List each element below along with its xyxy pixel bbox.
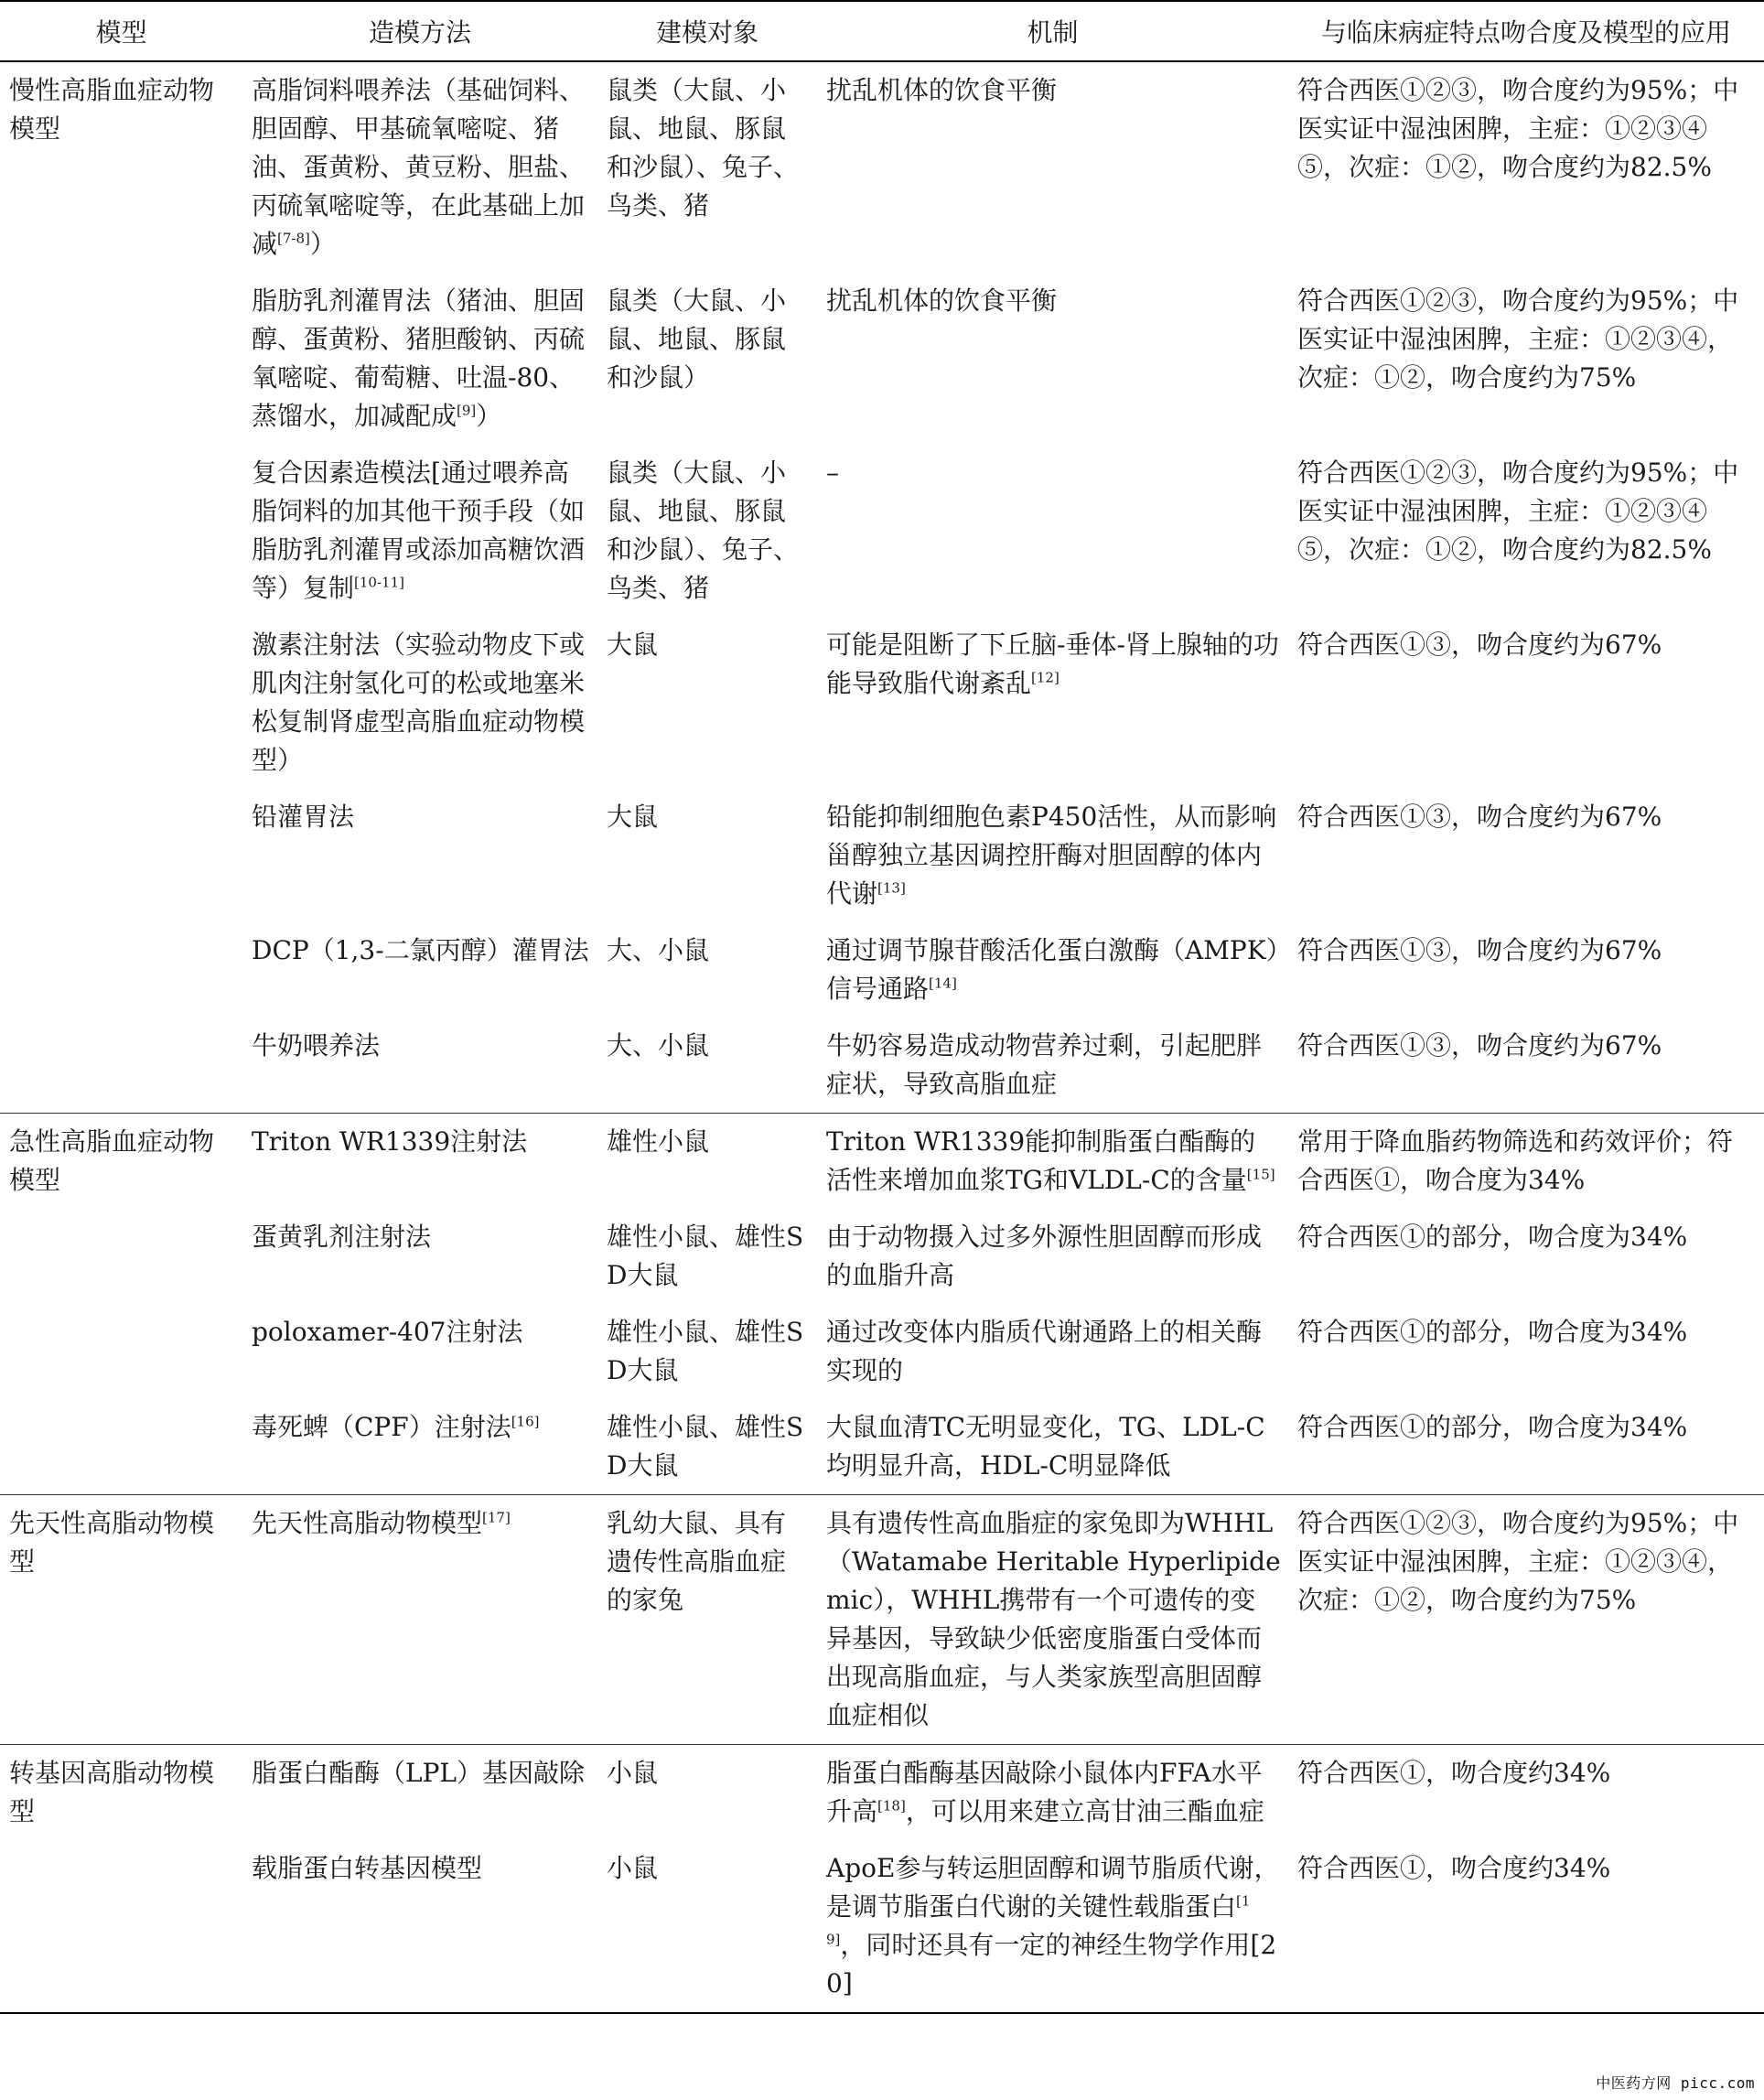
subject-cell: 小鼠 xyxy=(607,1758,659,1788)
method-cell xyxy=(242,617,597,789)
header-method: 造模方法 xyxy=(368,17,471,48)
mechanism-cell-text: 大鼠血清TC无明显变化，TG、LDL-C均明显升高，HDL-C明显降低 xyxy=(826,1412,1265,1481)
mechanism-cell-tail: ，可以用来建立高甘油三酯血症 xyxy=(905,1796,1264,1826)
method-cell xyxy=(242,1114,597,1210)
model-cell: 慢性高脂血症动物模型 xyxy=(9,75,215,144)
model-group xyxy=(0,61,1764,1114)
citation-ref: [16] xyxy=(511,1413,540,1430)
mechanism-cell-text: 扰乱机体的饮食平衡 xyxy=(826,75,1058,105)
method-cell-text: 载脂蛋白转基因模型 xyxy=(252,1853,483,1883)
model-group xyxy=(0,1495,1764,1745)
mechanism-cell-text: 扰乱机体的饮食平衡 xyxy=(826,285,1058,316)
mechanism-cell-text: – xyxy=(826,458,839,488)
mechanism-cell xyxy=(817,445,1288,617)
mechanism-cell xyxy=(817,1209,1288,1304)
citation-ref: [14] xyxy=(929,975,957,992)
citation-ref: [18] xyxy=(877,1797,906,1815)
table-row xyxy=(0,1114,1764,1210)
method-cell-text: 脂蛋白酯酶（LPL）基因敲除 xyxy=(252,1758,586,1788)
mechanism-cell xyxy=(817,922,1288,1018)
fit-cell: 符合西医①③，吻合度约为67% xyxy=(1297,630,1662,660)
mechanism-cell xyxy=(817,617,1288,789)
subject-cell: 雄性小鼠、雄性SD大鼠 xyxy=(607,1222,804,1290)
method-cell xyxy=(242,1840,597,2013)
method-cell-text: DCP（1,3-二氯丙醇）灌胃法 xyxy=(252,935,589,965)
model-cell: 先天性高脂动物模型 xyxy=(9,1508,215,1577)
model-group xyxy=(0,1114,1764,1495)
table-row xyxy=(0,1018,1764,1114)
mechanism-cell xyxy=(817,1745,1288,1841)
subject-cell: 鼠类（大鼠、小鼠、地鼠、豚鼠和沙鼠） xyxy=(607,285,787,393)
mechanism-cell-text: 通过调节腺苷酸活化蛋白激酶（AMPK）信号通路 xyxy=(826,935,1279,1004)
table-header xyxy=(0,1,1764,61)
fit-cell: 符合西医①②③，吻合度约为95%；中医实证中湿浊困脾，主症：①②③④，次症：①②，吻合度约为75% xyxy=(1297,285,1739,393)
fit-cell: 符合西医①的部分，吻合度为34% xyxy=(1297,1317,1688,1347)
mechanism-cell-text: 脂蛋白酯酶基因敲除小鼠体内FFA水平升高 xyxy=(826,1758,1263,1826)
method-cell xyxy=(242,922,597,1018)
mechanism-cell-text: 由于动物摄入过多外源性胆固醇而形成的血脂升高 xyxy=(826,1222,1263,1290)
fit-cell: 符合西医①，吻合度约34% xyxy=(1297,1853,1611,1883)
mechanism-cell-text: 通过改变体内脂质代谢通路上的相关酶实现的 xyxy=(826,1317,1263,1385)
method-cell-text: poloxamer-407注射法 xyxy=(252,1317,523,1347)
model-cell: 急性高脂血症动物模型 xyxy=(9,1126,215,1195)
method-cell xyxy=(242,1495,597,1745)
subject-cell: 大鼠 xyxy=(607,630,659,660)
mechanism-cell xyxy=(817,1114,1288,1210)
subject-cell: 鼠类（大鼠、小鼠、地鼠、豚鼠和沙鼠）、兔子、鸟类、猪 xyxy=(607,458,800,603)
table-row xyxy=(0,1399,1764,1495)
method-cell-text: 毒死蜱（CPF）注射法 xyxy=(252,1412,511,1442)
subject-cell: 小鼠 xyxy=(607,1853,659,1883)
subject-cell: 鼠类（大鼠、小鼠、地鼠、豚鼠和沙鼠）、兔子、鸟类、猪 xyxy=(607,75,800,221)
fit-cell: 符合西医①，吻合度约34% xyxy=(1297,1758,1611,1788)
subject-cell: 大鼠 xyxy=(607,802,659,832)
method-cell-text: 牛奶喂养法 xyxy=(252,1030,381,1061)
mechanism-cell-tail: ，同时还具有一定的神经生物学作用[20] xyxy=(826,1930,1277,1998)
subject-cell: 雄性小鼠 xyxy=(607,1126,710,1157)
citation-ref: [17] xyxy=(482,1509,511,1526)
mechanism-cell-text: ApoE参与转运胆固醇和调节脂质代谢，是调节脂蛋白代谢的关键性载脂蛋白 xyxy=(826,1853,1280,1922)
fit-cell: 符合西医①的部分，吻合度为34% xyxy=(1297,1222,1688,1252)
mechanism-cell-text: 具有遗传性高血脂症的家兔即为WHHL（Watamabe Heritable Hyperlipidemic），WHHL携带有一个可遗传的变异基因，导致缺少低密度脂蛋白受体而出现高脂血症，与人类家族型高胆固醇血症相似 xyxy=(826,1508,1281,1730)
method-cell-tail: ） xyxy=(309,229,336,259)
fit-cell: 符合西医①③，吻合度约为67% xyxy=(1297,935,1662,965)
method-cell-text: 铅灌胃法 xyxy=(252,802,355,832)
method-cell xyxy=(242,1745,597,1841)
table-row xyxy=(0,1209,1764,1304)
method-cell-text: 激素注射法（实验动物皮下或肌肉注射氢化可的松或地塞米松复制肾虚型高脂血症动物模型） xyxy=(252,630,586,775)
header-subject: 建模对象 xyxy=(655,17,758,48)
citation-ref: [15] xyxy=(1246,1166,1275,1183)
mechanism-cell xyxy=(817,1304,1288,1399)
citation-ref: [12] xyxy=(1031,669,1059,686)
method-cell-text: Triton WR1339注射法 xyxy=(252,1126,528,1157)
method-cell xyxy=(242,789,597,922)
mechanism-cell xyxy=(817,1495,1288,1745)
mechanism-cell xyxy=(817,61,1288,273)
method-cell-text: 高脂饲料喂养法（基础饲料、胆固醇、甲基硫氧嘧啶、猪油、蛋黄粉、黄豆粉、胆盐、丙硫氧嘧啶等，在此基础上加减 xyxy=(252,75,586,259)
method-cell-tail: ） xyxy=(476,401,502,431)
fit-cell: 符合西医①的部分，吻合度为34% xyxy=(1297,1412,1688,1442)
mechanism-cell-text: Triton WR1339能抑制脂蛋白酯酶的活性来增加血浆TG和VLDL-C的含量 xyxy=(826,1126,1256,1195)
table-row xyxy=(0,1304,1764,1399)
table-row xyxy=(0,922,1764,1018)
citation-ref: [19] xyxy=(826,1892,1251,1948)
table-row xyxy=(0,61,1764,273)
mechanism-cell xyxy=(817,1840,1288,2013)
citation-ref: [10-11] xyxy=(354,574,404,591)
mechanism-cell xyxy=(817,1399,1288,1495)
method-cell xyxy=(242,1209,597,1304)
table-row xyxy=(0,789,1764,922)
fit-cell: 符合西医①③，吻合度约为67% xyxy=(1297,802,1662,832)
header-fit: 与临床病症特点吻合度及模型的应用 xyxy=(1320,17,1731,48)
watermark: 中医药方网 picc.com xyxy=(1596,2074,1755,2092)
fit-cell: 符合西医①②③，吻合度约为95%；中医实证中湿浊困脾，主症：①②③④，次症：①②，吻合度约为75% xyxy=(1297,1508,1739,1615)
mechanism-cell-text: 可能是阻断了下丘脑-垂体-肾上腺轴的功能导致脂代谢紊乱 xyxy=(826,630,1279,698)
header-mechanism: 机制 xyxy=(1027,17,1079,48)
method-cell-text: 复合因素造模法[通过喂养高脂饲料的加其他干预手段（如脂肪乳剂灌胃或添加高糖饮酒等）复制 xyxy=(252,458,586,603)
table-row xyxy=(0,617,1764,789)
mechanism-cell xyxy=(817,1018,1288,1114)
method-cell-text: 先天性高脂动物模型 xyxy=(252,1508,483,1538)
model-group xyxy=(0,1745,1764,2014)
method-cell-text: 蛋黄乳剂注射法 xyxy=(252,1222,432,1252)
subject-cell: 乳幼大鼠、具有遗传性高脂血症的家兔 xyxy=(607,1508,787,1615)
subject-cell: 大、小鼠 xyxy=(607,1030,710,1061)
method-cell xyxy=(242,1399,597,1495)
table-row xyxy=(0,445,1764,617)
table-row xyxy=(0,273,1764,445)
mechanism-cell xyxy=(817,273,1288,445)
fit-cell: 常用于降血脂药物筛选和药效评价；符合西医①，吻合度为34% xyxy=(1297,1126,1734,1195)
header-model: 模型 xyxy=(95,17,147,48)
mechanism-cell xyxy=(817,789,1288,922)
method-cell xyxy=(242,273,597,445)
subject-cell: 大、小鼠 xyxy=(607,935,710,965)
method-cell xyxy=(242,445,597,617)
table-row xyxy=(0,1745,1764,1841)
citation-ref: [13] xyxy=(877,879,906,897)
table-row xyxy=(0,1840,1764,2013)
citation-ref: [9] xyxy=(457,402,477,419)
model-cell: 转基因高脂动物模型 xyxy=(9,1758,215,1826)
citation-ref: [7-8] xyxy=(277,230,310,247)
subject-cell: 雄性小鼠、雄性SD大鼠 xyxy=(607,1317,804,1385)
fit-cell: 符合西医①③，吻合度约为67% xyxy=(1297,1030,1662,1061)
fit-cell: 符合西医①②③，吻合度约为95%；中医实证中湿浊困脾，主症：①②③④⑤，次症：①②，吻合度约为82.5% xyxy=(1297,458,1739,565)
method-cell-text: 脂肪乳剂灌胃法（猪油、胆固醇、蛋黄粉、猪胆酸钠、丙硫氧嘧啶、葡萄糖、吐温-80、蒸馏水，加减配成 xyxy=(252,285,586,431)
table-row xyxy=(0,1495,1764,1745)
subject-cell: 雄性小鼠、雄性SD大鼠 xyxy=(607,1412,804,1481)
method-cell xyxy=(242,1304,597,1399)
method-cell xyxy=(242,1018,597,1114)
mechanism-cell-text: 牛奶容易造成动物营养过剩，引起肥胖症状，导致高脂血症 xyxy=(826,1030,1263,1099)
mechanism-cell-text: 铅能抑制细胞色素P450活性，从而影响甾醇独立基因调控肝酶对胆固醇的体内代谢 xyxy=(826,802,1277,909)
method-cell xyxy=(242,61,597,273)
fit-cell: 符合西医①②③，吻合度约为95%；中医实证中湿浊困脾，主症：①②③④⑤，次症：①②，吻合度约为82.5% xyxy=(1297,75,1739,182)
